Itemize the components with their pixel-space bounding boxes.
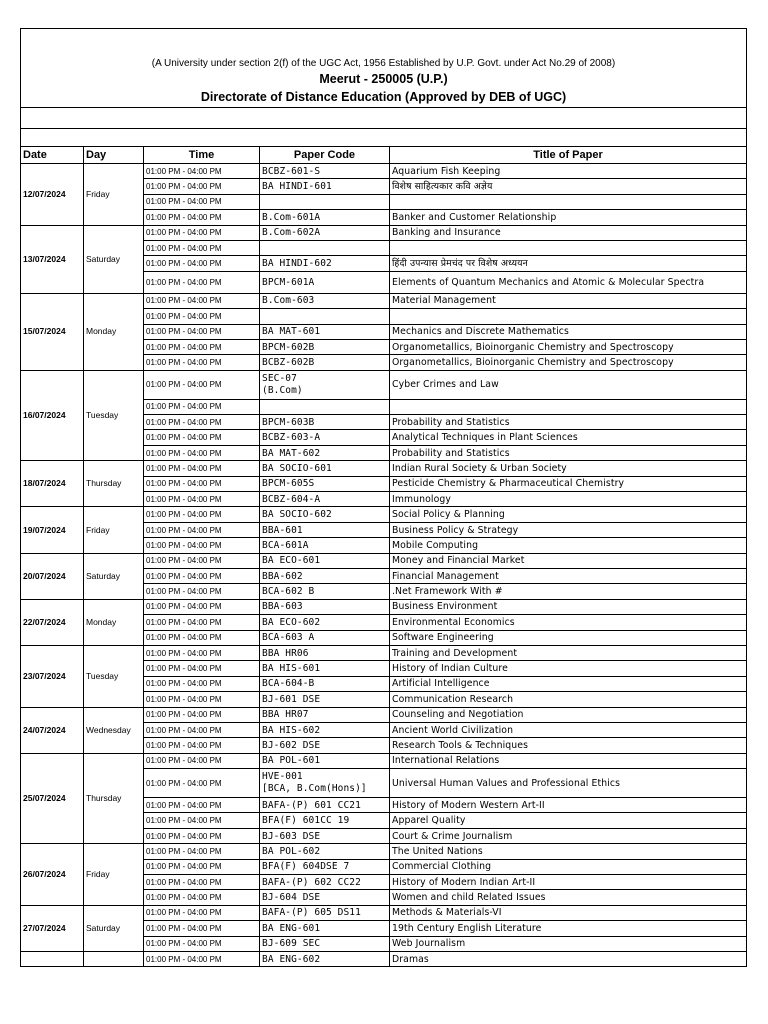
exam-date: 25/07/2024: [21, 753, 84, 844]
paper-code: BCBZ-602B: [260, 355, 390, 370]
table-row: [21, 707, 747, 722]
paper-code: BCA-603 A: [260, 630, 390, 645]
paper-code: BA HINDI-602: [260, 256, 390, 271]
paper-code: BA MAT-602: [260, 445, 390, 460]
paper-code: B.Com-602A: [260, 225, 390, 240]
paper-title: 19th Century English Literature: [390, 921, 747, 936]
exam-time: 01:00 PM - 04:00 PM: [144, 707, 260, 722]
exam-date: 20/07/2024: [21, 553, 84, 599]
paper-code: BCBZ-604-A: [260, 492, 390, 507]
exam-time: 01:00 PM - 04:00 PM: [144, 692, 260, 707]
table-row: [21, 164, 747, 179]
paper-code: BFA(F) 604DSE 7: [260, 859, 390, 874]
paper-title: International Relations: [390, 753, 747, 768]
paper-code: BPCM-605S: [260, 476, 390, 491]
column-header-title: Title of Paper: [390, 147, 747, 164]
table-row: [21, 293, 747, 308]
exam-date: 15/07/2024: [21, 293, 84, 370]
exam-time: 01:00 PM - 04:00 PM: [144, 921, 260, 936]
exam-time: 01:00 PM - 04:00 PM: [144, 399, 260, 414]
paper-title: Dramas: [390, 951, 747, 966]
paper-title: Communication Research: [390, 692, 747, 707]
exam-day: Tuesday: [84, 370, 144, 461]
exam-time: 01:00 PM - 04:00 PM: [144, 599, 260, 614]
paper-title: Probability and Statistics: [390, 415, 747, 430]
paper-code: BAFA-(P) 601 CC21: [260, 798, 390, 813]
paper-code: BBA HR06: [260, 645, 390, 660]
exam-time: 01:00 PM - 04:00 PM: [144, 179, 260, 194]
exam-time: 01:00 PM - 04:00 PM: [144, 194, 260, 209]
paper-title: Banker and Customer Relationship: [390, 210, 747, 225]
paper-code: BCBZ-603-A: [260, 430, 390, 445]
paper-title: Apparel Quality: [390, 813, 747, 828]
paper-code: BJ-601 DSE: [260, 692, 390, 707]
exam-date: 12/07/2024: [21, 164, 84, 226]
exam-time: 01:00 PM - 04:00 PM: [144, 256, 260, 271]
paper-code: B.Com-603: [260, 293, 390, 308]
paper-code-line: HVE-001: [262, 771, 303, 783]
exam-time: 01:00 PM - 04:00 PM: [144, 430, 260, 445]
paper-code: BAFA-(P) 605 DS11: [260, 905, 390, 920]
exam-time: 01:00 PM - 04:00 PM: [144, 507, 260, 522]
paper-title: Pesticide Chemistry & Pharmaceutical Chemistry: [390, 476, 747, 491]
paper-title: Commercial Clothing: [390, 859, 747, 874]
exam-time: 01:00 PM - 04:00 PM: [144, 615, 260, 630]
exam-date: 19/07/2024: [21, 507, 84, 553]
header-affiliation: (A University under section 2(f) of the UGC Act, 1956 Established by U.P. Govt. under Act No.29 of 2008): [151, 58, 616, 69]
paper-code: BA POL-601: [260, 753, 390, 768]
column-header-day: Day: [84, 147, 144, 164]
paper-code: [260, 399, 390, 414]
table-row: [21, 753, 747, 768]
paper-title: हिंदी उपन्यास प्रेमचंद पर विशेष अध्ययन: [390, 256, 747, 271]
header-location: Meerut - 250005 (U.P.): [319, 72, 448, 86]
paper-title: Aquarium Fish Keeping: [390, 164, 747, 179]
table-header-row: [21, 147, 747, 164]
paper-code: BA SOCIO-602: [260, 507, 390, 522]
paper-title: Software Engineering: [390, 630, 747, 645]
paper-code: BJ-603 DSE: [260, 828, 390, 843]
exam-date: 13/07/2024: [21, 225, 84, 293]
exam-day: Friday: [84, 507, 144, 553]
exam-date: 27/07/2024: [21, 905, 84, 951]
exam-time: 01:00 PM - 04:00 PM: [144, 798, 260, 813]
paper-title: Environmental Economics: [390, 615, 747, 630]
paper-title: Business Policy & Strategy: [390, 522, 747, 537]
paper-title: Mechanics and Discrete Mathematics: [390, 324, 747, 339]
paper-title: Business Environment: [390, 599, 747, 614]
table-row: [21, 461, 747, 476]
exam-day: Monday: [84, 293, 144, 370]
exam-time: 01:00 PM - 04:00 PM: [144, 476, 260, 491]
exam-time: 01:00 PM - 04:00 PM: [144, 951, 260, 966]
paper-code: BPCM-602B: [260, 339, 390, 354]
exam-time: 01:00 PM - 04:00 PM: [144, 538, 260, 553]
exam-time: 01:00 PM - 04:00 PM: [144, 676, 260, 691]
paper-code: BPCM-601A: [260, 271, 390, 293]
table-row: [21, 370, 747, 399]
paper-title: विशेष साहित्यकार कवि अज्ञेय: [390, 179, 747, 194]
exam-time: 01:00 PM - 04:00 PM: [144, 769, 260, 798]
paper-title: History of Modern Indian Art-II: [390, 875, 747, 890]
exam-time: 01:00 PM - 04:00 PM: [144, 339, 260, 354]
exam-time: 01:00 PM - 04:00 PM: [144, 753, 260, 768]
exam-time: 01:00 PM - 04:00 PM: [144, 568, 260, 583]
exam-time: 01:00 PM - 04:00 PM: [144, 875, 260, 890]
paper-code: B.Com-601A: [260, 210, 390, 225]
paper-code: [260, 240, 390, 255]
exam-time: 01:00 PM - 04:00 PM: [144, 492, 260, 507]
paper-title: Financial Management: [390, 568, 747, 583]
paper-title: Ancient World Civilization: [390, 722, 747, 737]
paper-code: BA POL-602: [260, 844, 390, 859]
paper-title: Indian Rural Society & Urban Society: [390, 461, 747, 476]
paper-title: Training and Development: [390, 645, 747, 660]
exam-day: Saturday: [84, 553, 144, 599]
paper-title: Universal Human Values and Professional Ethics: [390, 769, 747, 798]
paper-code: BA ENG-601: [260, 921, 390, 936]
exam-date: 26/07/2024: [21, 844, 84, 906]
paper-title: .Net Framework With #: [390, 584, 747, 599]
column-header-time: Time: [144, 147, 260, 164]
paper-code: BA HINDI-601: [260, 179, 390, 194]
schedule-table: [20, 146, 747, 967]
paper-title: Elements of Quantum Mechanics and Atomic & Molecular Spectra: [390, 271, 747, 293]
paper-code: BFA(F) 601CC 19: [260, 813, 390, 828]
paper-code: BA HIS-602: [260, 722, 390, 737]
exam-date: [21, 951, 84, 966]
exam-time: 01:00 PM - 04:00 PM: [144, 859, 260, 874]
exam-time: 01:00 PM - 04:00 PM: [144, 905, 260, 920]
exam-day: Thursday: [84, 461, 144, 507]
exam-date: 18/07/2024: [21, 461, 84, 507]
exam-time: 01:00 PM - 04:00 PM: [144, 522, 260, 537]
paper-title: History of Indian Culture: [390, 661, 747, 676]
paper-title: Methods & Materials-VI: [390, 905, 747, 920]
exam-day: [84, 951, 144, 966]
exam-time: 01:00 PM - 04:00 PM: [144, 738, 260, 753]
exam-time: 01:00 PM - 04:00 PM: [144, 722, 260, 737]
exam-time: 01:00 PM - 04:00 PM: [144, 461, 260, 476]
paper-title: Research Tools & Techniques: [390, 738, 747, 753]
paper-title: [390, 240, 747, 255]
paper-title: History of Modern Western Art-II: [390, 798, 747, 813]
exam-time: 01:00 PM - 04:00 PM: [144, 553, 260, 568]
paper-code: BA SOCIO-601: [260, 461, 390, 476]
exam-time: 01:00 PM - 04:00 PM: [144, 445, 260, 460]
exam-time: 01:00 PM - 04:00 PM: [144, 645, 260, 660]
exam-time: 01:00 PM - 04:00 PM: [144, 844, 260, 859]
exam-date: 16/07/2024: [21, 370, 84, 461]
paper-title: Artificial Intelligence: [390, 676, 747, 691]
paper-code-line: SEC-07: [262, 372, 297, 384]
paper-code: [260, 194, 390, 209]
paper-title: The United Nations: [390, 844, 747, 859]
paper-title: Web Journalism: [390, 936, 747, 951]
paper-code: BJ-609 SEC: [260, 936, 390, 951]
paper-code: BBA-601: [260, 522, 390, 537]
paper-code: BA ECO-602: [260, 615, 390, 630]
paper-title: [390, 194, 747, 209]
exam-time: 01:00 PM - 04:00 PM: [144, 630, 260, 645]
paper-code: [260, 769, 390, 798]
paper-title: Court & Crime Journalism: [390, 828, 747, 843]
exam-time: 01:00 PM - 04:00 PM: [144, 240, 260, 255]
exam-day: Wednesday: [84, 707, 144, 753]
blank-gap: [20, 129, 747, 146]
paper-code: BA ENG-602: [260, 951, 390, 966]
paper-code: BA HIS-601: [260, 661, 390, 676]
exam-time: 01:00 PM - 04:00 PM: [144, 813, 260, 828]
exam-time: 01:00 PM - 04:00 PM: [144, 584, 260, 599]
paper-title: [390, 399, 747, 414]
column-header-paper-code: Paper Code: [260, 147, 390, 164]
exam-time: 01:00 PM - 04:00 PM: [144, 415, 260, 430]
exam-time: 01:00 PM - 04:00 PM: [144, 828, 260, 843]
paper-code-note: (B.Com): [262, 384, 303, 396]
paper-title: Money and Financial Market: [390, 553, 747, 568]
exam-day: Friday: [84, 164, 144, 226]
paper-code: BBA-603: [260, 599, 390, 614]
paper-code: BJ-604 DSE: [260, 890, 390, 905]
header-directorate: Directorate of Distance Education (Approved by DEB of UGC): [200, 90, 567, 104]
paper-code: BCA-601A: [260, 538, 390, 553]
exam-date: 22/07/2024: [21, 599, 84, 645]
university-header: [20, 28, 747, 108]
paper-code: [260, 309, 390, 324]
exam-time: 01:00 PM - 04:00 PM: [144, 355, 260, 370]
paper-code: BAFA-(P) 602 CC22: [260, 875, 390, 890]
table-row: [21, 844, 747, 859]
paper-title: Probability and Statistics: [390, 445, 747, 460]
exam-time: 01:00 PM - 04:00 PM: [144, 309, 260, 324]
table-row: [21, 645, 747, 660]
paper-code: BBA-602: [260, 568, 390, 583]
exam-schedule-sheet: [20, 28, 747, 967]
exam-time: 01:00 PM - 04:00 PM: [144, 293, 260, 308]
exam-time: 01:00 PM - 04:00 PM: [144, 890, 260, 905]
exam-time: 01:00 PM - 04:00 PM: [144, 210, 260, 225]
exam-day: Saturday: [84, 905, 144, 951]
exam-date: 23/07/2024: [21, 645, 84, 707]
paper-title: Mobile Computing: [390, 538, 747, 553]
table-row: [21, 599, 747, 614]
paper-title: Counseling and Negotiation: [390, 707, 747, 722]
paper-title: Immunology: [390, 492, 747, 507]
paper-code: BBA HR07: [260, 707, 390, 722]
paper-title: Analytical Techniques in Plant Sciences: [390, 430, 747, 445]
exam-day: Saturday: [84, 225, 144, 293]
exam-time: 01:00 PM - 04:00 PM: [144, 324, 260, 339]
paper-code-note: [BCA, B.Com(Hons)]: [262, 783, 367, 795]
paper-code: BJ-602 DSE: [260, 738, 390, 753]
exam-day: Tuesday: [84, 645, 144, 707]
paper-code: BCA-602 B: [260, 584, 390, 599]
exam-time: 01:00 PM - 04:00 PM: [144, 164, 260, 179]
exam-day: Monday: [84, 599, 144, 645]
table-row: [21, 905, 747, 920]
paper-title: Organometallics, Bioinorganic Chemistry and Spectroscopy: [390, 339, 747, 354]
exam-day: Thursday: [84, 753, 144, 844]
table-row: [21, 507, 747, 522]
paper-code: BCA-604-B: [260, 676, 390, 691]
paper-code: BPCM-603B: [260, 415, 390, 430]
exam-time: 01:00 PM - 04:00 PM: [144, 271, 260, 293]
paper-title: Organometallics, Bioinorganic Chemistry and Spectroscopy: [390, 355, 747, 370]
exam-time: 01:00 PM - 04:00 PM: [144, 225, 260, 240]
paper-title: Banking and Insurance: [390, 225, 747, 240]
column-header-date: Date: [21, 147, 84, 164]
exam-day: Friday: [84, 844, 144, 906]
exam-time: 01:00 PM - 04:00 PM: [144, 661, 260, 676]
exam-time: 01:00 PM - 04:00 PM: [144, 370, 260, 399]
paper-code: BA MAT-601: [260, 324, 390, 339]
table-row: [21, 951, 747, 966]
paper-code: [260, 370, 390, 399]
table-row: [21, 553, 747, 568]
paper-title: Material Management: [390, 293, 747, 308]
paper-title: Social Policy & Planning: [390, 507, 747, 522]
table-row: [21, 225, 747, 240]
exam-time: 01:00 PM - 04:00 PM: [144, 936, 260, 951]
paper-title: [390, 309, 747, 324]
paper-code: BCBZ-601-S: [260, 164, 390, 179]
paper-title: Cyber Crimes and Law: [390, 370, 747, 399]
blank-row: [20, 108, 747, 129]
exam-date: 24/07/2024: [21, 707, 84, 753]
paper-code: BA ECO-601: [260, 553, 390, 568]
schedule-body: [21, 164, 747, 967]
paper-title: Women and child Related Issues: [390, 890, 747, 905]
